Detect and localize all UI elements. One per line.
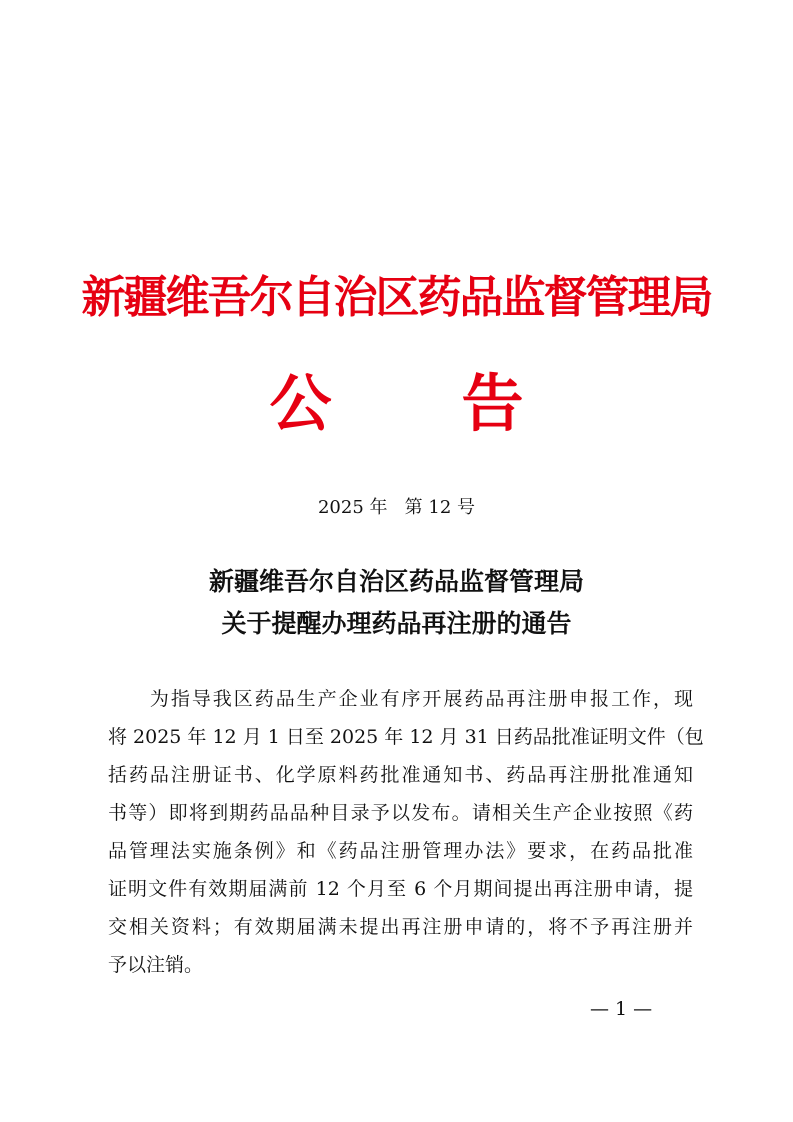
- body-line-6: 证明文件有效期届满前 12 个月至 6 个月期间提出再注册申请，提: [108, 878, 693, 900]
- notice-type-heading: 公告: [269, 367, 654, 440]
- issuer-header: 新疆维吾尔自治区药品监督管理局: [81, 272, 712, 323]
- document-title-line-2: 关于提醒办理药品再注册的通告: [221, 609, 572, 638]
- body-line-5: 品管理法实施条例》和《药品注册管理办法》要求，在药品批准: [108, 840, 693, 862]
- body-line-3: 括药品注册证书、化学原料药批准通知书、药品再注册批准通知: [108, 764, 693, 786]
- document-title-line-1: 新疆维吾尔自治区药品监督管理局: [208, 567, 584, 596]
- body-line-2: 将 2025 年 12 月 1 日至 2025 年 12 月 31 日药品批准证明文件（包: [108, 726, 704, 748]
- body-line-7: 交相关资料；有效期届满未提出再注册申请的，将不予再注册并: [108, 916, 693, 938]
- page-number: — 1 —: [590, 998, 653, 1020]
- document-number: 2025 年 第 12 号: [317, 497, 476, 518]
- body-line-1: 为指导我区药品生产企业有序开展药品再注册申报工作，现: [108, 688, 693, 710]
- body-line-8: 予以注销。: [108, 954, 204, 976]
- body-line-4: 书等）即将到期药品品种目录予以发布。请相关生产企业按照《药: [108, 802, 693, 824]
